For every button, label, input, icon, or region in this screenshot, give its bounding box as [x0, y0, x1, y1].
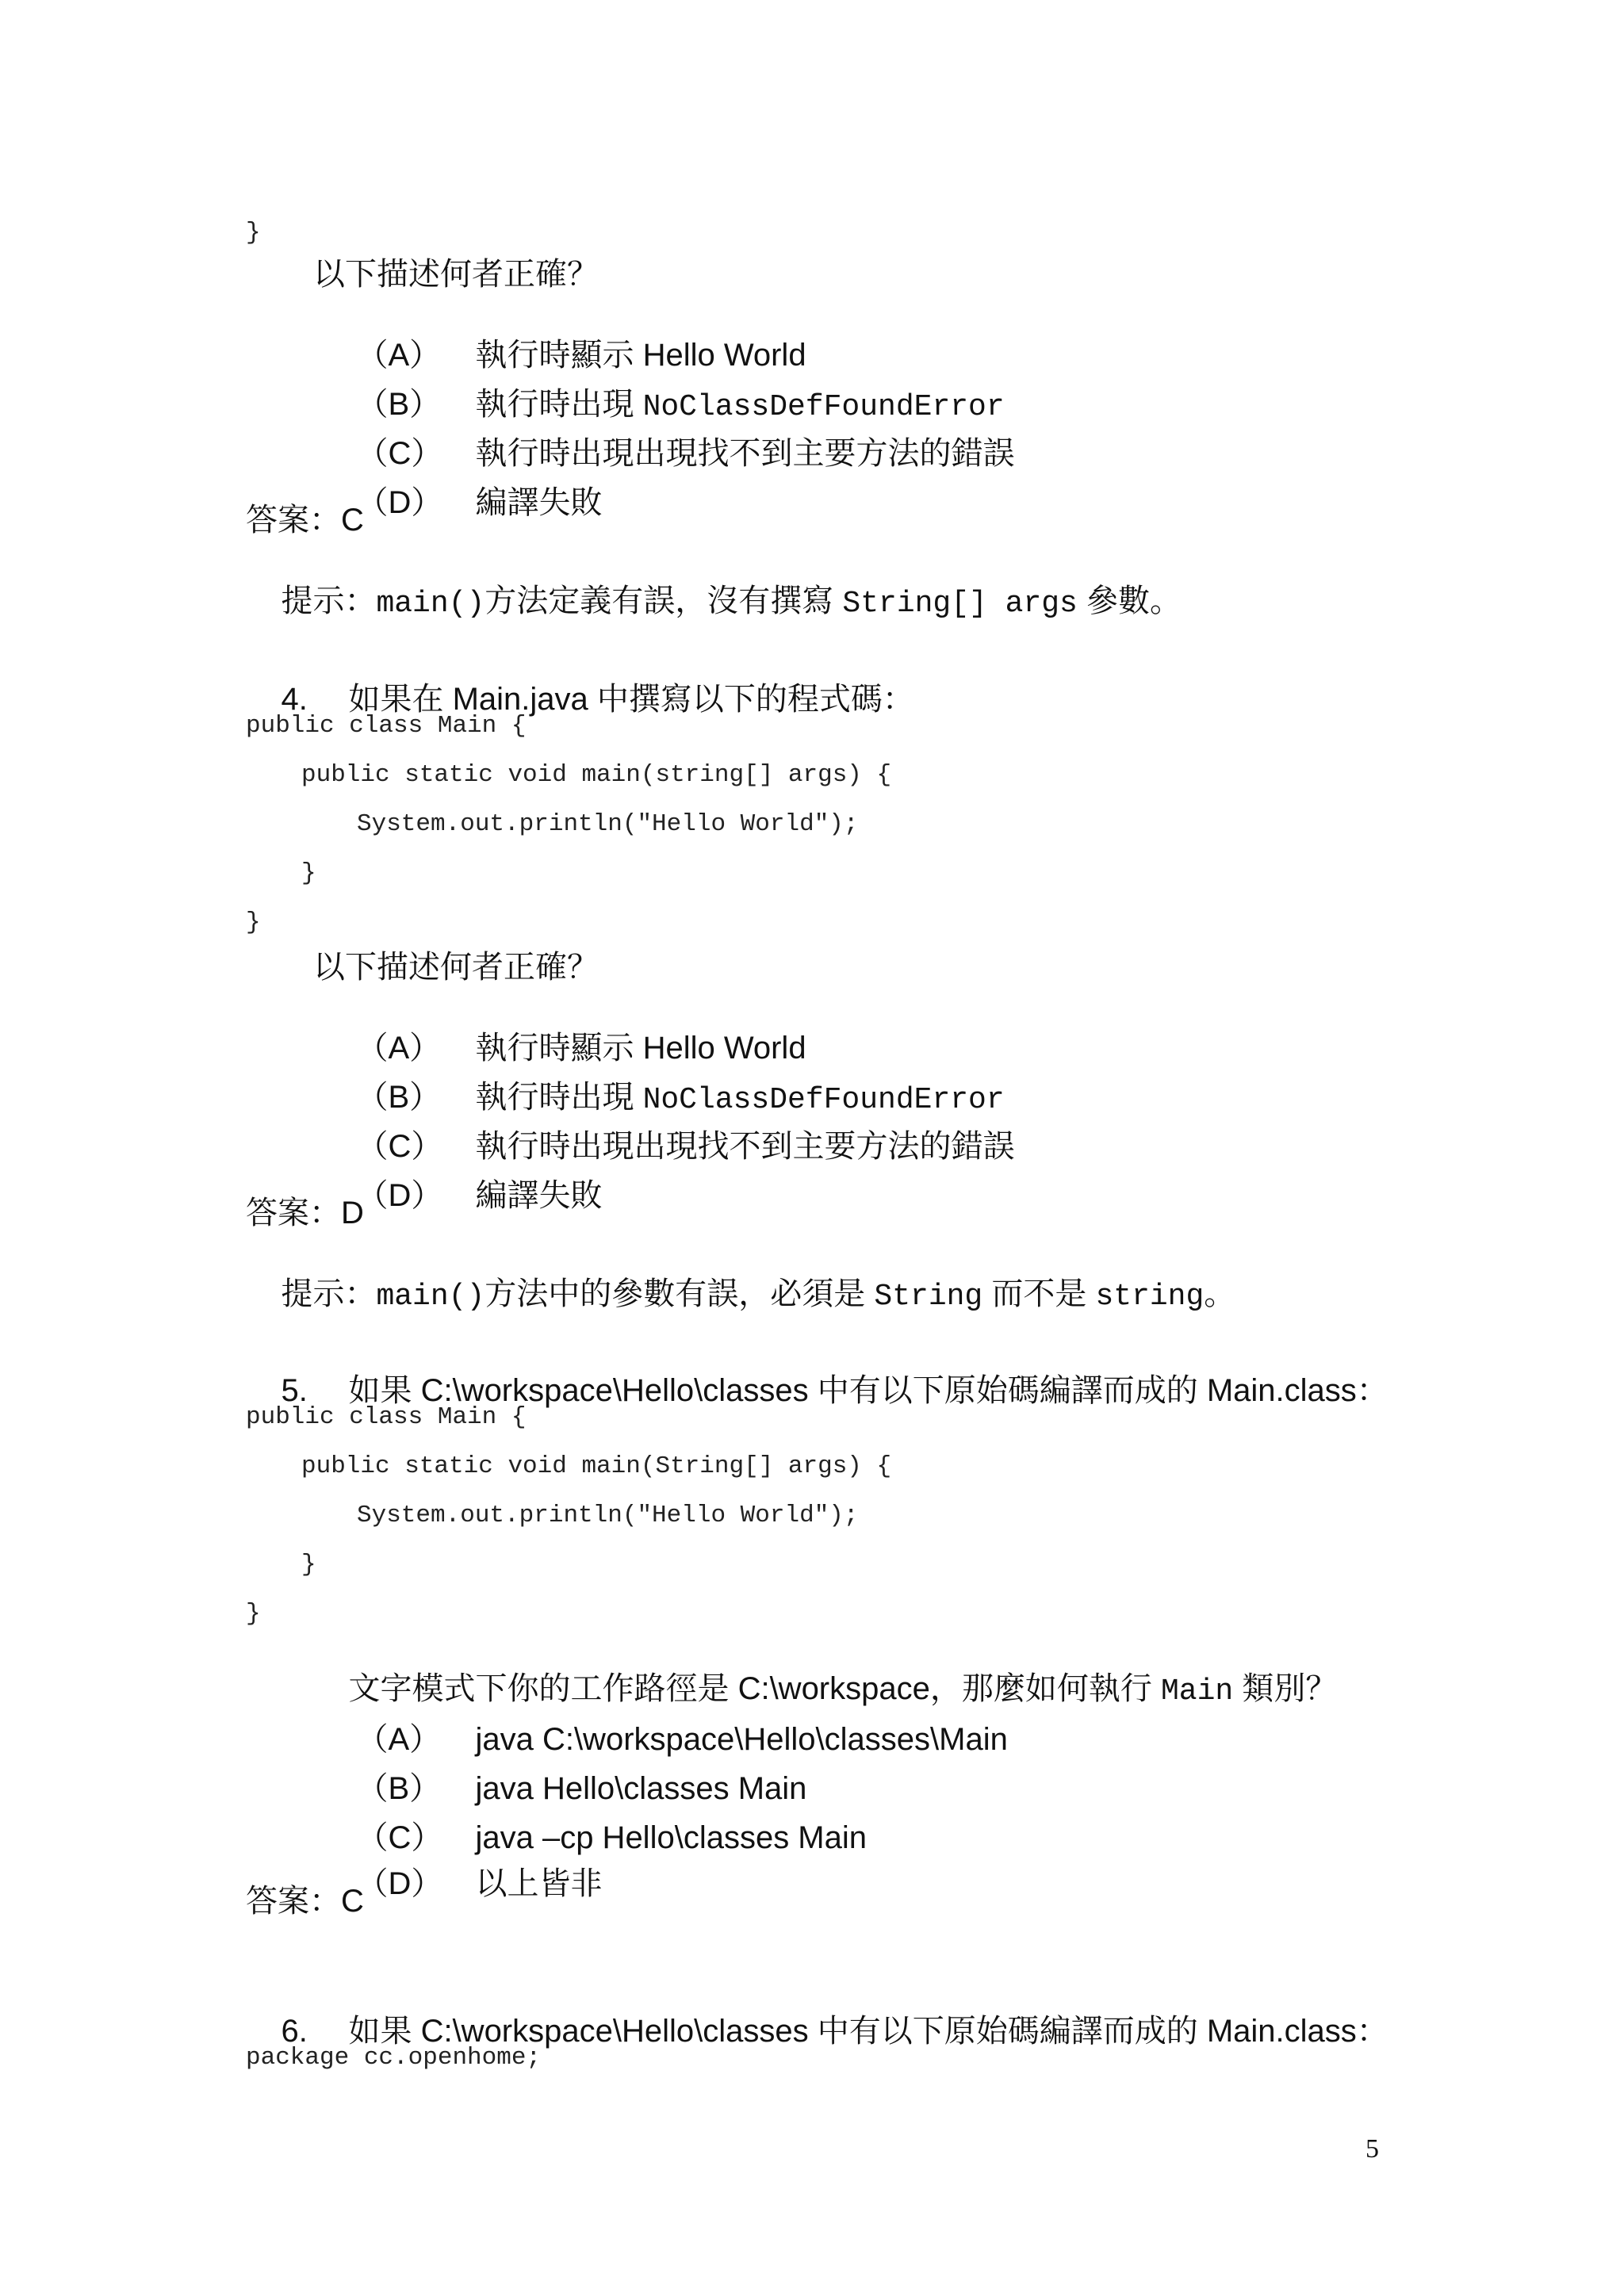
option-text: 執行時出現出現找不到主要方法的錯誤: [475, 1129, 1015, 1164]
question-title: 如果 C:\workspace\Hello\classes 中有以下原始碼編譯而成的 Main.class：: [348, 1373, 1388, 1408]
option-label: （A）: [356, 338, 442, 373]
option-label: （B）: [356, 387, 442, 422]
hint-code: string: [1095, 1280, 1205, 1314]
option-text: 編譯失敗: [475, 485, 603, 520]
hint-text: 參數。: [1077, 584, 1182, 618]
question-text: 以下描述何者正確？: [313, 257, 599, 292]
page-number: 5: [1365, 2134, 1379, 2164]
option-code: NoClassDefFoundError: [642, 390, 1005, 424]
option-label: （D）: [356, 485, 443, 520]
option-text: 執行時出現: [475, 387, 643, 422]
code-line: public class Main {: [246, 1403, 527, 1431]
option-label: （B）: [356, 1080, 442, 1115]
option-label: （D）: [356, 1178, 443, 1213]
option-text: 執行時出現出現找不到主要方法的錯誤: [475, 436, 1015, 471]
option-code: NoClassDefFoundError: [642, 1083, 1005, 1117]
option-label: （B）: [356, 1771, 442, 1806]
question-text-part: 類別？: [1233, 1671, 1338, 1706]
code-line: }: [246, 1600, 261, 1628]
question-text: 以下描述何者正確？: [313, 950, 599, 985]
option-text: 以上皆非: [475, 1866, 603, 1901]
question-number: 6.: [281, 2014, 308, 2049]
hint-text: 而不是: [982, 1276, 1096, 1311]
hint-code: main(): [376, 1280, 485, 1314]
code-line: System.out.println("Hello World");: [357, 1502, 859, 1529]
hint-code: String[] args: [842, 587, 1078, 621]
option-text: 執行時顯示 Hello World: [475, 1031, 806, 1066]
hint-text: 方法定義有誤，沒有撰寫: [485, 584, 843, 618]
code-line: System.out.println("Hello World");: [357, 810, 859, 838]
hint-code: main(): [376, 587, 485, 621]
code-line: public static void main(string[] args) {: [301, 761, 892, 789]
hint-text: 方法中的參數有誤，必須是: [485, 1276, 875, 1311]
option-text: java –cp Hello\classes Main: [475, 1820, 868, 1855]
hint: [246, 553, 1182, 651]
question-title: 如果在 Main.java 中撰寫以下的程式碼：: [348, 682, 914, 717]
hint-code: String: [874, 1280, 983, 1314]
question-number: 4.: [281, 682, 308, 717]
answer: 答案：D: [246, 1196, 364, 1230]
option-label: （C）: [356, 1820, 443, 1855]
answer: 答案：C: [246, 1884, 364, 1919]
answer: 答案：C: [246, 503, 364, 538]
option-label: （C）: [356, 436, 443, 471]
code-line: }: [246, 909, 261, 936]
question-title: 如果 C:\workspace\Hello\classes 中有以下原始碼編譯而成的 Main.class：: [348, 2014, 1388, 2049]
code-line: public static void main(String[] args) {: [301, 1452, 892, 1480]
hint-text: 。: [1204, 1276, 1236, 1311]
option-text: java Hello\classes Main: [475, 1771, 807, 1806]
option-label: （C）: [356, 1129, 443, 1164]
hint: [246, 1246, 1235, 1344]
option-label: （D）: [356, 1866, 443, 1901]
question-text-part: 文字模式下你的工作路徑是 C:\workspace，那麼如何執行: [348, 1671, 1161, 1706]
question-code: Main: [1160, 1674, 1234, 1709]
option-text: 執行時顯示 Hello World: [475, 338, 806, 373]
question-number: 5.: [281, 1373, 308, 1408]
option-label: （A）: [356, 1722, 442, 1757]
option-text: 編譯失敗: [475, 1178, 603, 1213]
code-line: }: [301, 1551, 316, 1578]
code-line: }: [301, 859, 316, 887]
option-text: java C:\workspace\Hello\classes\Main: [475, 1722, 1008, 1757]
option-text: 執行時出現: [475, 1080, 643, 1115]
code-line: }: [246, 219, 261, 247]
option-label: （A）: [356, 1031, 442, 1066]
hint-text: 提示：: [281, 584, 377, 618]
hint-text: 提示：: [281, 1276, 377, 1311]
code-line: public class Main {: [246, 712, 527, 740]
code-line: package cc.openhome;: [246, 2044, 542, 2072]
